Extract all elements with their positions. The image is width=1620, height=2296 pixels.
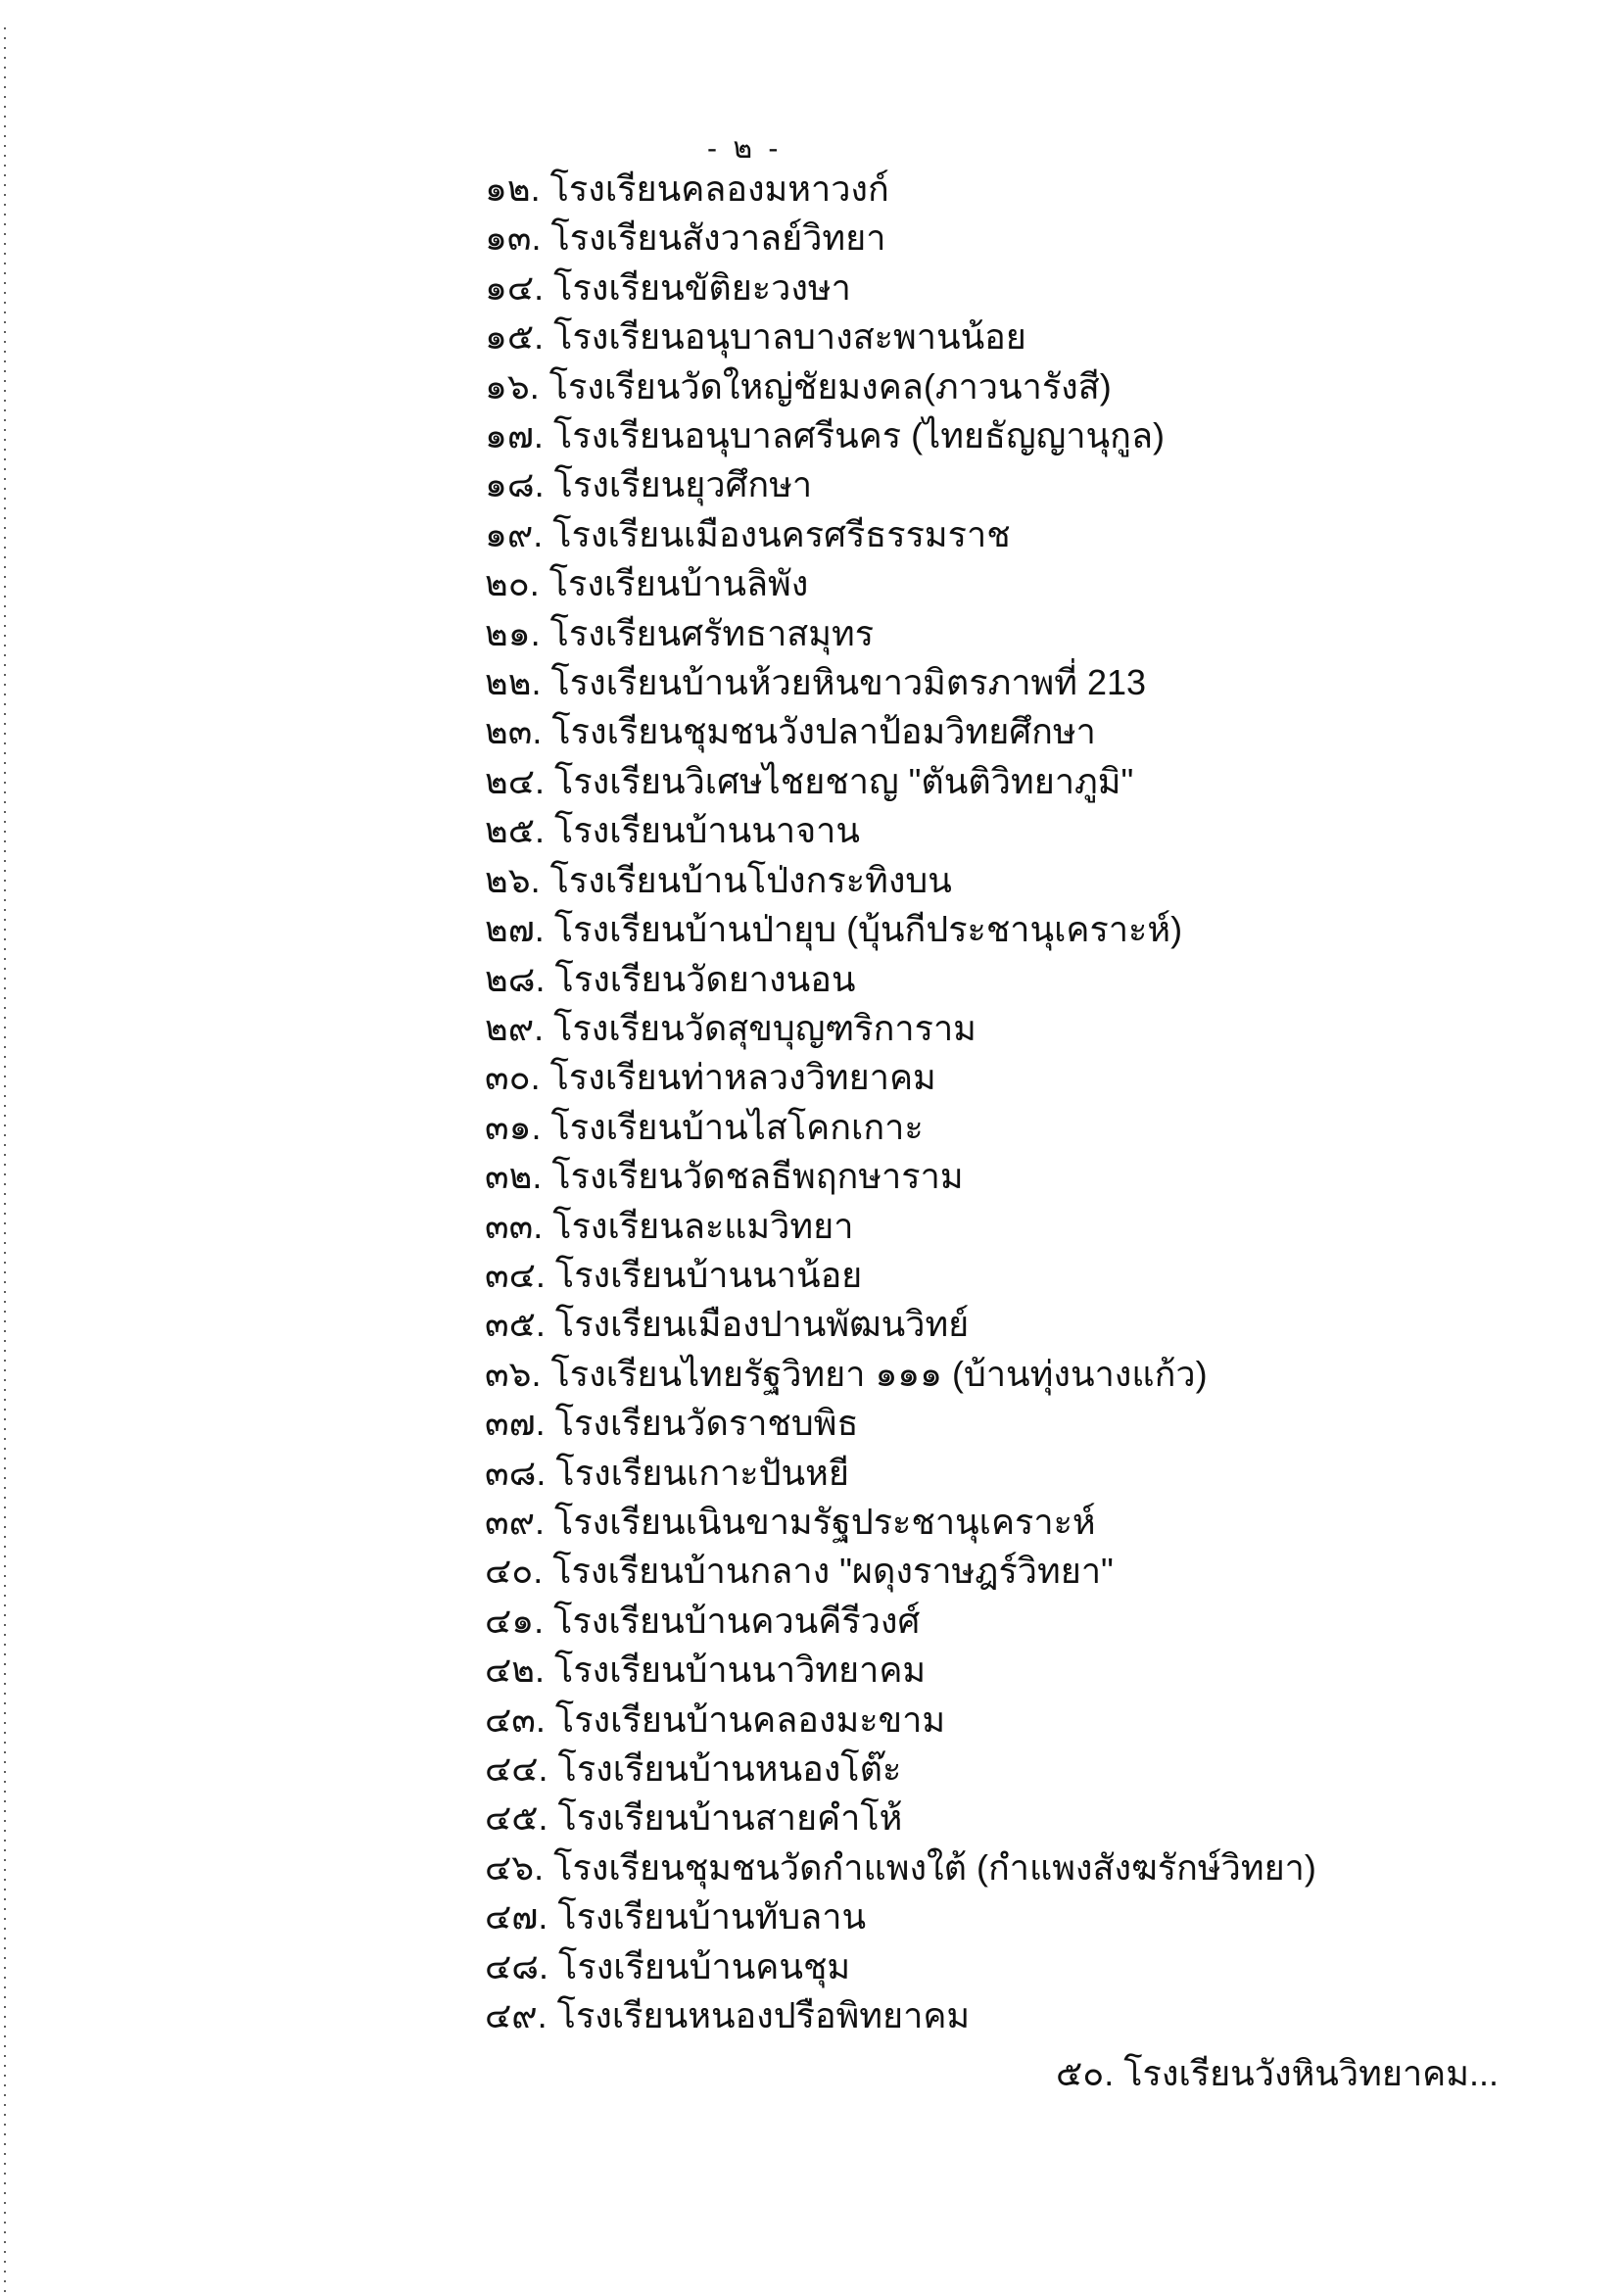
item-number: ๔๙. xyxy=(485,1995,548,2036)
list-item xyxy=(485,1498,1316,1547)
item-number: ๓๙. xyxy=(485,1501,545,1542)
list-item xyxy=(485,1597,1316,1646)
school-name: โรงเรียนวัดยางนอน xyxy=(554,958,856,999)
list-item xyxy=(485,1103,1316,1152)
item-number: ๒๘. xyxy=(485,958,546,999)
item-number: ๑๘. xyxy=(485,464,545,505)
school-name: โรงเรียนบ้านคลองมะขาม xyxy=(554,1698,946,1740)
list-item xyxy=(485,1053,1316,1102)
list-item xyxy=(485,1942,1316,1991)
item-number: ๓๑. xyxy=(485,1106,542,1147)
school-name: โรงเรียนบ้านหนองโต๊ะ xyxy=(557,1748,902,1789)
item-number: ๒๑. xyxy=(485,612,541,653)
list-item xyxy=(485,905,1316,954)
school-name: โรงเรียนขัติยะวงษา xyxy=(553,266,851,308)
list-item xyxy=(485,1004,1316,1053)
list-item xyxy=(485,1696,1316,1745)
item-number: ๔๕. xyxy=(485,1797,548,1839)
list-item xyxy=(485,707,1316,756)
school-name: โรงเรียนบ้านนาน้อย xyxy=(554,1254,863,1295)
item-number: ๓๔. xyxy=(485,1254,546,1295)
list-item xyxy=(485,165,1316,214)
list-item xyxy=(485,1350,1316,1399)
item-number: ๒๖. xyxy=(485,859,541,900)
school-name: โรงเรียนไทยรัฐวิทยา ๑๑๑ (บ้านทุ่งนางแก้ว) xyxy=(550,1353,1208,1394)
scan-noise-edge xyxy=(4,27,6,2296)
item-number: ๓๖. xyxy=(485,1353,542,1394)
list-item xyxy=(485,411,1316,460)
school-name: โรงเรียนบ้านกลาง "ผดุงราษฎร์วิทยา" xyxy=(552,1551,1114,1592)
school-name: โรงเรียนวัดชลธีพฤกษาราม xyxy=(551,1156,964,1197)
list-item xyxy=(485,510,1316,559)
item-number: ๒๒. xyxy=(485,662,542,703)
item-number: ๒๔. xyxy=(485,760,545,801)
list-item xyxy=(485,559,1316,608)
item-number: ๓๓. xyxy=(485,1205,544,1246)
item-number: ๑๒. xyxy=(485,168,541,209)
item-number: ๔๐. xyxy=(485,1551,544,1592)
list-item xyxy=(485,1251,1316,1300)
school-name: โรงเรียนคลองมหาวงก์ xyxy=(549,168,889,209)
school-name: โรงเรียนบ้านโป่งกระทิงบน xyxy=(549,859,952,900)
list-item xyxy=(485,1892,1316,1941)
item-number: ๑๔. xyxy=(485,266,545,308)
school-name: โรงเรียนวัดใหญ่ชัยมงคล(ภาวนารังสี) xyxy=(548,365,1112,407)
list-item xyxy=(485,1202,1316,1251)
school-name: โรงเรียนชุมชนวัดกำแพงใต้ (กำแพงสังฆรักษ์วิทยา) xyxy=(553,1846,1316,1888)
item-number: ๒๐. xyxy=(485,563,540,604)
item-number: ๓๗. xyxy=(485,1403,546,1444)
list-item xyxy=(485,1745,1316,1794)
school-name: โรงเรียนอนุบาลศรีนคร (ไทยธัญญานุกูล) xyxy=(552,415,1166,456)
school-name: โรงเรียนบ้านนาวิทยาคม xyxy=(553,1650,927,1691)
item-number: ๑๗. xyxy=(485,415,544,456)
item-number: ๑๓. xyxy=(485,217,542,259)
school-name: โรงเรียนบ้านคนชุม xyxy=(558,1945,851,1986)
list-item xyxy=(485,263,1316,312)
list-item xyxy=(485,955,1316,1004)
school-name: โรงเรียนเมืองนครศรีธรรมราช xyxy=(552,513,1011,554)
school-name: โรงเรียนอนุบาลบางสะพานน้อย xyxy=(553,316,1026,358)
school-name: โรงเรียนบ้านไสโคกเกาะ xyxy=(550,1106,924,1147)
list-item xyxy=(485,856,1316,905)
list-item xyxy=(485,1152,1316,1201)
school-list xyxy=(485,165,1316,2040)
item-number: ๓๕. xyxy=(485,1304,546,1345)
item-number: ๓๐. xyxy=(485,1057,541,1098)
list-item xyxy=(485,214,1316,263)
list-item xyxy=(485,609,1316,658)
item-number: ๔๖. xyxy=(485,1846,545,1888)
item-number: ๔๘. xyxy=(485,1945,549,1986)
item-number: ๒๗. xyxy=(485,909,545,950)
school-name: โรงเรียนบ้านสายคำโห้ xyxy=(557,1797,903,1839)
item-number: ๑๙. xyxy=(485,513,544,554)
list-item xyxy=(485,757,1316,806)
item-number: ๑๖. xyxy=(485,365,540,407)
item-number: ๑๕. xyxy=(485,316,545,358)
list-item xyxy=(485,1449,1316,1498)
list-item xyxy=(485,658,1316,707)
item-number: ๔๓. xyxy=(485,1698,546,1740)
school-name: โรงเรียนชุมชนวังปลาป้อมวิทยศึกษา xyxy=(551,711,1096,752)
school-name: โรงเรียนบ้านป่ายุบ (บุ้นกีประชานุเคราะห์) xyxy=(553,909,1183,950)
school-name: โรงเรียนละแมวิทยา xyxy=(552,1205,854,1246)
school-name: โรงเรียนวัดราชบพิธ xyxy=(554,1403,859,1444)
list-item xyxy=(485,1547,1316,1596)
list-item xyxy=(485,312,1316,361)
school-name: โรงเรียนท่าหลวงวิทยาคม xyxy=(549,1057,936,1098)
item-number: ๒๓. xyxy=(485,711,543,752)
school-name: โรงเรียนเกาะปันหยี xyxy=(555,1452,849,1493)
continuation-note: ๕๐. โรงเรียนวังหินวิทยาคม... xyxy=(1055,2053,1499,2093)
item-number: ๔๗. xyxy=(485,1896,548,1937)
page-number: - ๒ - xyxy=(707,132,783,165)
school-name: โรงเรียนวิเศษไชยชาญ "ตันติวิทยาภูมิ" xyxy=(553,760,1134,801)
list-item xyxy=(485,362,1316,411)
school-name: โรงเรียนเมืองปานพัฒนวิทย์ xyxy=(554,1304,970,1345)
item-number: ๒๕. xyxy=(485,810,545,851)
school-name: โรงเรียนยุวศึกษา xyxy=(553,464,813,505)
school-name: โรงเรียนบ้านทับลาน xyxy=(557,1896,867,1937)
item-number: ๔๒. xyxy=(485,1650,545,1691)
school-name: โรงเรียนวัดสุขบุญฑริการาม xyxy=(553,1007,977,1048)
item-number: ๓๘. xyxy=(485,1452,547,1493)
school-name: โรงเรียนบ้านนาจาน xyxy=(553,810,860,851)
list-item xyxy=(485,1646,1316,1695)
list-item xyxy=(485,1399,1316,1448)
list-item xyxy=(485,806,1316,855)
item-number: ๔๔. xyxy=(485,1748,548,1789)
list-item xyxy=(485,1794,1316,1842)
list-item xyxy=(485,1991,1316,2040)
school-name: โรงเรียนสังวาลย์วิทยา xyxy=(550,217,886,259)
item-number: ๔๑. xyxy=(485,1600,545,1641)
list-item xyxy=(485,1843,1316,1892)
school-name: โรงเรียนบ้านควนคีรีวงศ์ xyxy=(553,1600,921,1641)
list-item xyxy=(485,460,1316,509)
school-name: โรงเรียนเนินขามรัฐประชานุเคราะห์ xyxy=(553,1501,1096,1542)
item-number: ๒๙. xyxy=(485,1007,545,1048)
school-name: โรงเรียนบ้านห้วยหินขาวมิตรภาพที่ 213 xyxy=(550,662,1147,703)
school-name: โรงเรียนหนองปรือพิทยาคม xyxy=(556,1995,971,2036)
list-item xyxy=(485,1300,1316,1349)
item-number: ๓๒. xyxy=(485,1156,543,1197)
school-name: โรงเรียนบ้านลิพัง xyxy=(548,563,809,604)
school-name: โรงเรียนศรัทธาสมุทร xyxy=(549,612,875,653)
